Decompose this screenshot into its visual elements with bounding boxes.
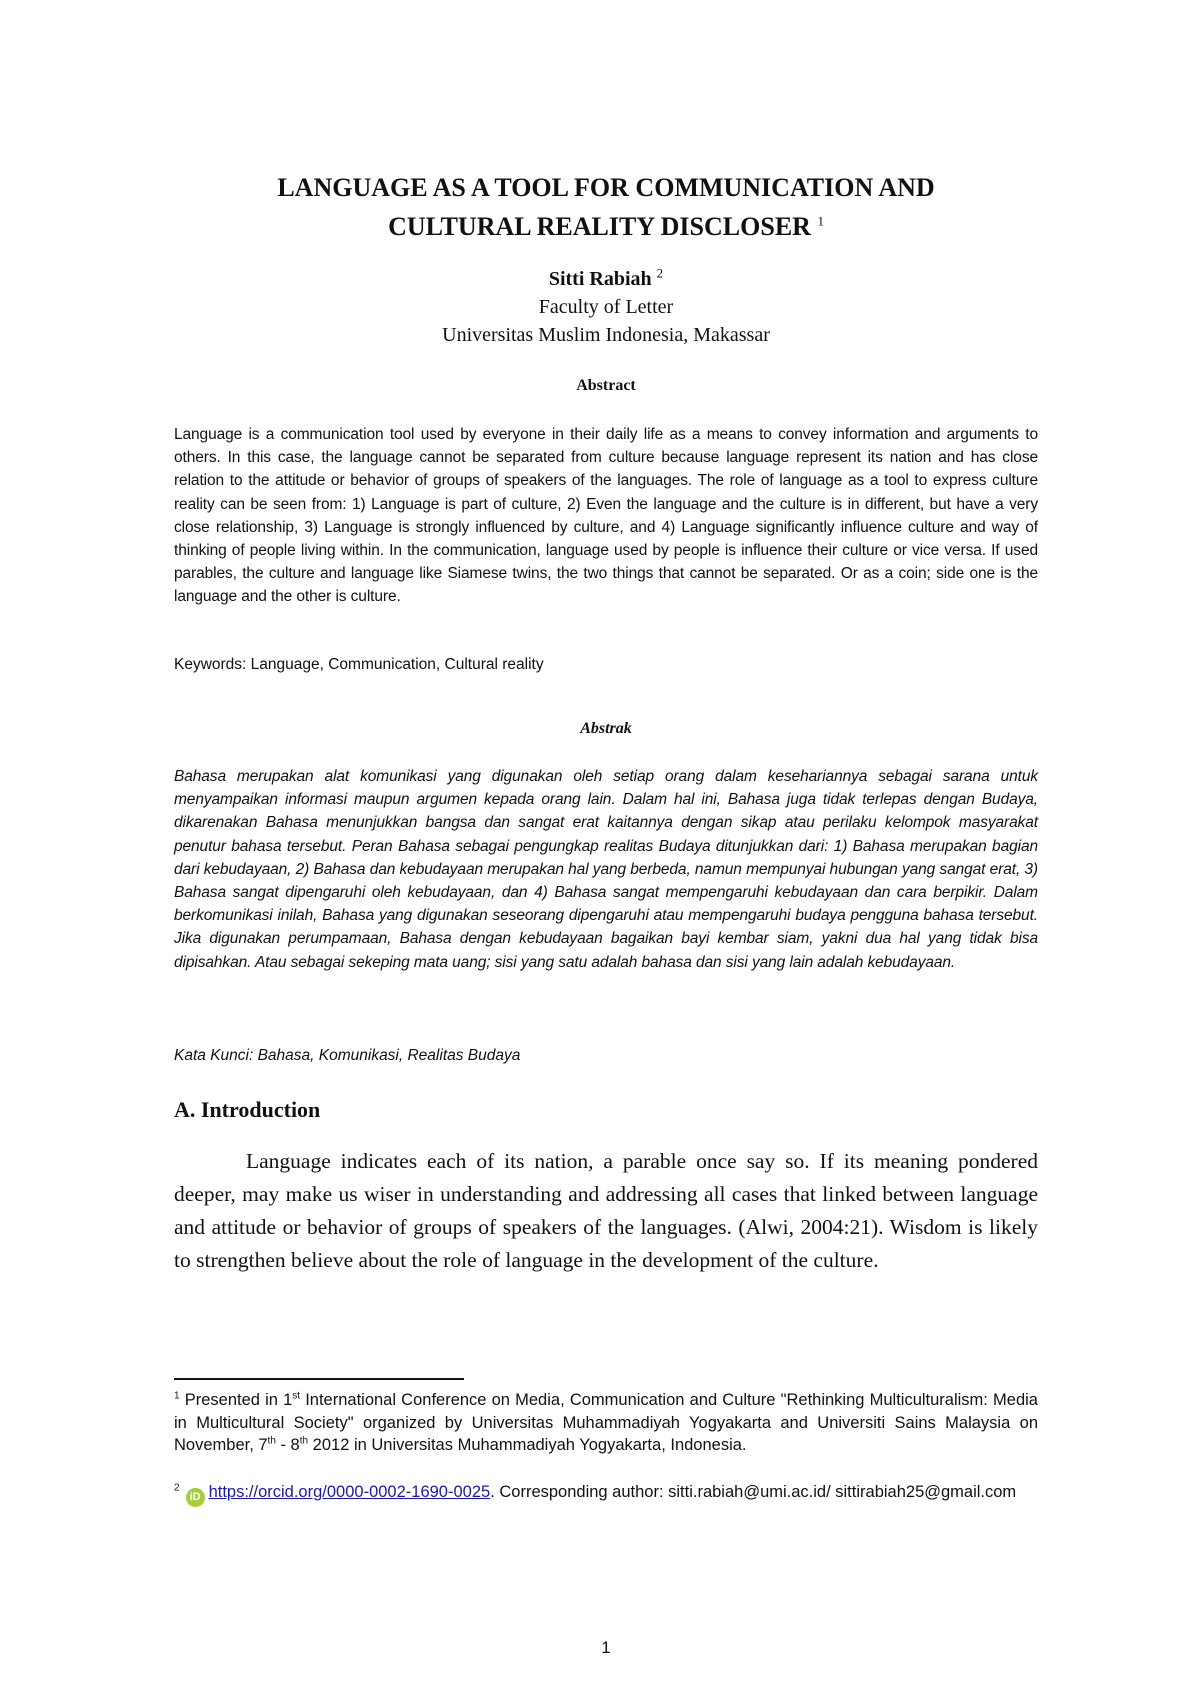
footnote-1-text-c: - 8 [275, 1436, 300, 1454]
introduction-paragraph: Language indicates each of its nation, a parable once say so. If its meaning pondered deeper, may make us wiser in understanding and addressing all cases that linked between language and attitude or behavior of groups of speakers of the languages. (Alwi, 2004:21). Wisdom is likely to strengthen believe about the role of language in the development of the culture. [174, 1149, 1038, 1272]
abstrak-body: Bahasa merupakan alat komunikasi yang digunakan oleh setiap orang dalam kesehariannya sebagai sarana untuk menyampaikan informasi maupun argumen kepada orang lain. Dalam hal ini, Bahasa juga tidak terlepas dengan Budaya, dikarenakan Bahasa menunjukkan bangsa dan sangat erat kaitannya dengan sikap atau perilaku kelompok masyarakat penutur bahasa tersebut. Peran Bahasa sebagai pengungkap realitas Budaya ditunjukkan dari: 1) Bahasa merupakan bagian dari kebudayaan, 2) Bahasa dan kebudayaan merupakan hal yang berbeda, namun mempunyai hubungan yang sangat erat, 3) Bahasa sangat dipengaruhi oleh kebudayaan, dan 4) Bahasa sangat mempengaruhi kebudayaan dan cara berpikir. Dalam berkomunikasi inilah, Bahasa yang digunakan seseorang dipengaruhi atau mempengaruhi budaya pengguna bahasa tersebut. Jika digunakan perumpamaan, Bahasa dengan kebudayaan bagaikan bayi kembar siam, yakni dua hal yang tidak bisa dipisahkan. Atau sebagai sekeping mata uang; sisi yang satu adalah bahasa dan sisi yang lain adalah kebudayaan. [174, 768, 1038, 971]
author-name-text: Sitti Rabiah [548, 268, 652, 290]
title-line-2: CULTURAL REALITY DISCLOSER [388, 212, 811, 241]
paper-page [174, 0, 1038, 1698]
abstract-body: Language is a communication tool used by everyone in their daily life as a means to convey information and arguments to others. In this case, the language cannot be separated from culture because language represent its nation and has close relation to the attitude or behavior of groups of speakers of the languages. The role of language as a tool to express culture reality can be seen from: 1) Language is part of culture, 2) Even the language and the culture is in different, but have a very close relationship, 3) Language is strongly influenced by culture, and 4) Language significantly influence culture and way of thinking of people living within. In the communication, language used by people is influence their culture or vice versa. If used parables, the culture and language like Siamese twins, the two things that cannot be separated. Or as a coin; side one is the language and the other is culture. [174, 426, 1038, 606]
section-heading-introduction: A. Introduction [174, 1097, 321, 1122]
footnote-2-text: . Corresponding author: sitti.rabiah@umi.ac.id/ sittirabiah25@gmail.com [490, 1483, 1017, 1501]
footnote-1-sup-st: st [292, 1390, 301, 1402]
author-affiliation-university: Universitas Muslim Indonesia, Makassar [442, 324, 770, 346]
footnote-1-sup-th-a: th [267, 1435, 276, 1447]
title-footnote-mark: 1 [817, 213, 824, 229]
footnote-1-mark: 1 [174, 1390, 180, 1402]
orcid-link[interactable]: https://orcid.org/0000-0002-1690-0025 [208, 1483, 491, 1501]
footnote-2-mark: 2 [174, 1482, 180, 1494]
author-footnote-mark: 2 [656, 265, 664, 281]
footnote-1-text-d: 2012 in Universitas Muhammadiyah Yogyakarta, Indonesia. [308, 1436, 747, 1454]
abstract-keywords: Keywords: Language, Communication, Cultural reality [174, 656, 544, 673]
page-number: 1 [601, 1638, 611, 1657]
abstrak-heading: Abstrak [580, 720, 632, 737]
orcid-icon: iD [186, 1488, 205, 1507]
title-line-1: LANGUAGE AS A TOOL FOR COMMUNICATION AND [277, 173, 935, 202]
abstract-heading: Abstract [576, 377, 636, 394]
author-name [174, 266, 1038, 292]
footnote-1-text-a: Presented in 1 [179, 1391, 293, 1409]
footnote-separator [174, 1378, 464, 1380]
author-affiliation-faculty: Faculty of Letter [538, 296, 674, 318]
footnote-1-sup-th-b: th [299, 1435, 309, 1447]
paper-title [174, 168, 1038, 246]
footnote-1 [174, 1389, 1038, 1457]
footnote-1-text-b: International Conference on Media, Communication and Culture "Rethinking Multiculturalism: Media in Multicultural Society" organized by Universitas Muhammadiyah Yogyakarta and Universiti Sains Malaysia on November, 7 [174, 1391, 1038, 1454]
abstrak-keywords: Kata Kunci: Bahasa, Komunikasi, Realitas Budaya [174, 1047, 521, 1064]
footnote-2 [174, 1481, 1038, 1507]
